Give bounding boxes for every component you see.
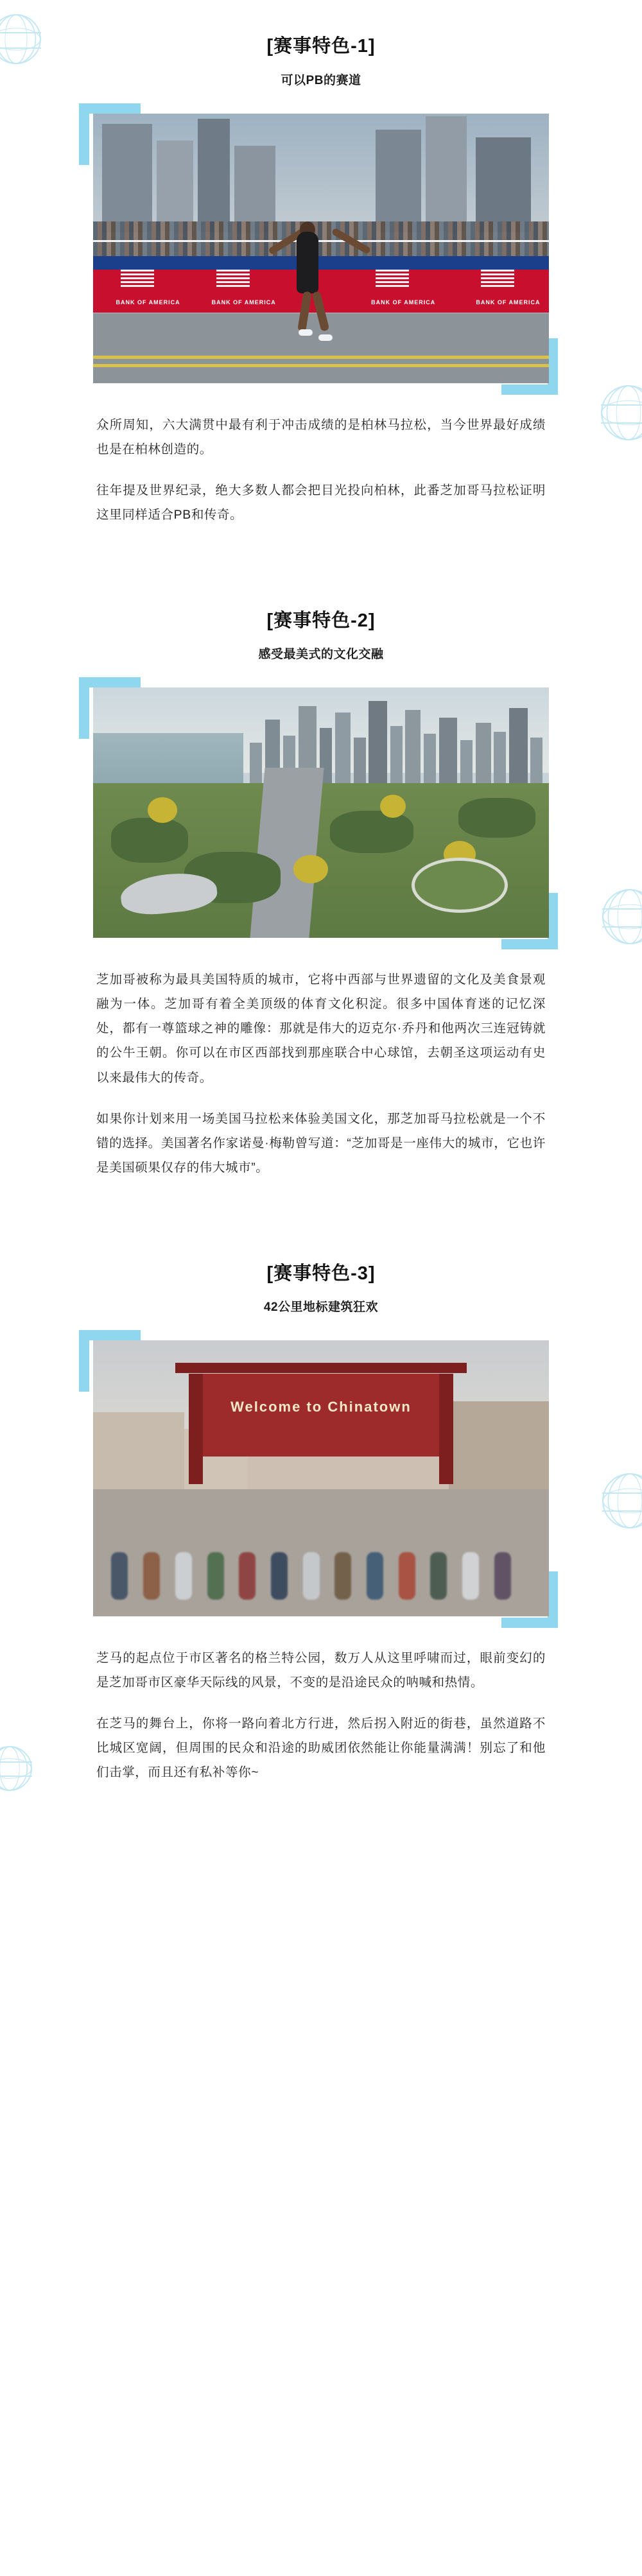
section-header bbox=[0, 1262, 642, 1315]
photo-frame bbox=[74, 1340, 568, 1616]
accent-bar bbox=[501, 1618, 558, 1628]
section-subtitle: 可以PB的赛道 bbox=[281, 73, 361, 87]
section-body bbox=[96, 967, 546, 1179]
accent-bar bbox=[501, 385, 558, 395]
section-title: [赛事特色-2] bbox=[266, 610, 376, 631]
paragraph: 在芝马的舞台上，你将一路向着北方行进，然后拐入附近的街巷，虽然道路不比城区宽阔，但周围的民众和沿途的助威团依然能让你能量满满！别忘了和他们击掌，而且还有私补等你~ bbox=[96, 1716, 546, 1780]
section-header bbox=[0, 35, 642, 88]
sponsor-text: BANK OF AMERICA bbox=[211, 299, 276, 306]
accent-bar bbox=[501, 939, 558, 949]
sponsor-text: BANK OF AMERICA bbox=[116, 299, 180, 306]
section-subtitle: 42公里地标建筑狂欢 bbox=[263, 1301, 379, 1315]
section-title: [赛事特色-3] bbox=[266, 1263, 376, 1284]
section-subtitle: 感受最美式的文化交融 bbox=[258, 648, 384, 662]
section-header bbox=[0, 609, 642, 662]
section-feature-2 bbox=[0, 609, 642, 1180]
gate-banner-text: Welcome to Chinatown bbox=[230, 1398, 412, 1415]
section-body bbox=[96, 1646, 546, 1785]
section-body bbox=[96, 413, 546, 527]
accent-bar bbox=[79, 103, 141, 114]
sponsor-text: BANK OF AMERICA bbox=[476, 299, 541, 306]
section-feature-3 bbox=[0, 1262, 642, 1785]
photo-frame bbox=[74, 114, 568, 383]
paragraph: 芝加哥被称为最具美国特质的城市，它将中西部与世界遗留的文化及美食景观融为一体。芝加哥有着全美顶级的体育文化积淀。很多中国体育迷的记忆深处，都有一尊篮球之神的雕像：那就是伟大的迈克尔·乔丹和他两次三连冠铸就的公牛王朝。你可以在市区西部找到那座联合中心球馆，去朝圣这项运动有史以来最伟大的传奇。 bbox=[96, 972, 546, 1085]
accent-bar bbox=[79, 677, 141, 687]
section-title: [赛事特色-1] bbox=[266, 36, 376, 56]
chinatown-gate-runners-photo bbox=[93, 1340, 549, 1616]
paragraph: 众所周知，六大满贯中最有利于冲击成绩的是柏林马拉松，当今世界最好成绩也是在柏林创造的。 bbox=[96, 417, 546, 456]
marathon-finish-line-photo bbox=[93, 114, 549, 383]
photo-frame bbox=[74, 687, 568, 938]
chicago-skyline-park-photo bbox=[93, 687, 549, 938]
paragraph: 往年提及世界纪录，绝大多数人都会把目光投向柏林，此番芝加哥马拉松证明这里同样适合PB和传奇。 bbox=[96, 483, 546, 522]
paragraph: 如果你计划来用一场美国马拉松来体验美国文化，那芝加哥马拉松就是一个不错的选择。美国著名作家诺曼·梅勒曾写道：“芝加哥是一座伟大的城市，它也许是美国硕果仅存的伟大城市”。 bbox=[96, 1111, 546, 1175]
sponsor-text: BANK OF AMERICA bbox=[371, 299, 436, 306]
paragraph: 芝马的起点位于市区著名的格兰特公园，数万人从这里呼啸而过，眼前变幻的是芝加哥市区豪华天际线的风景，不变的是沿途民众的呐喊和热情。 bbox=[96, 1651, 546, 1690]
section-feature-1 bbox=[0, 35, 642, 527]
accent-bar bbox=[79, 1330, 141, 1340]
